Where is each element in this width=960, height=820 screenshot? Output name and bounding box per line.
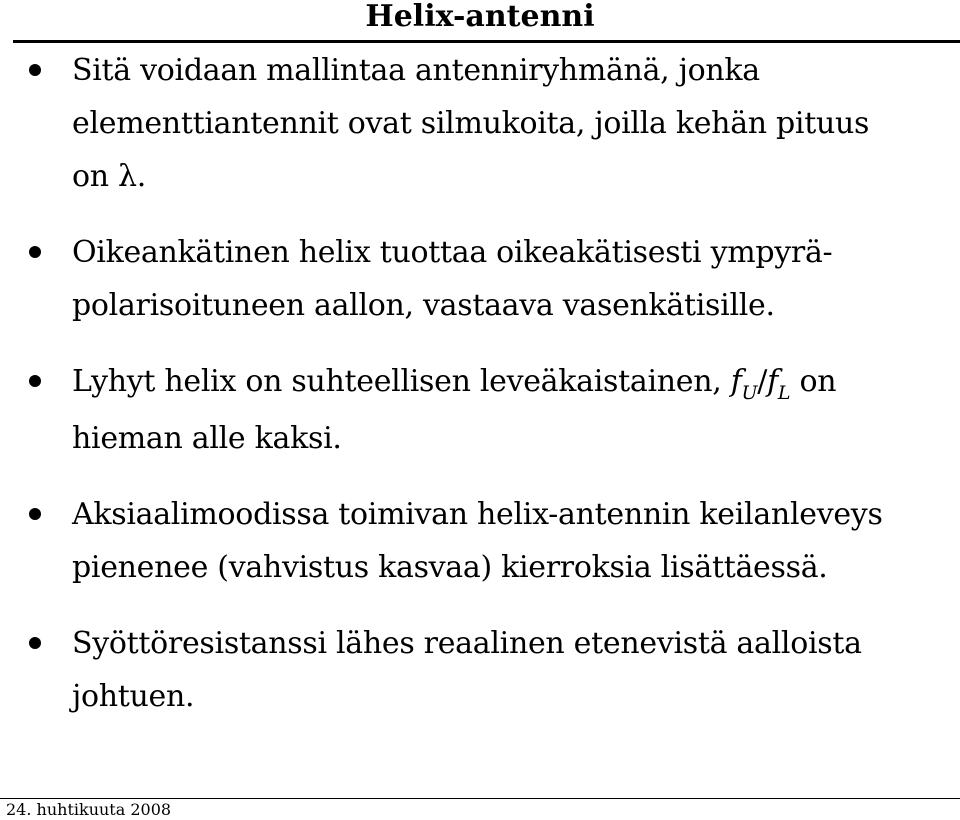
- subscript-l: L: [777, 382, 791, 404]
- bullet-line: on λ.: [72, 159, 146, 194]
- bullet-line: Oikeankätinen helix tuottaa oikeakätisesti ympyrä-: [72, 235, 833, 270]
- bullet-line: Sitä voidaan mallintaa antenniryhmänä, jonka: [72, 53, 760, 88]
- bullet-item-4: [0, 488, 960, 594]
- bullet-item-1: [0, 44, 960, 203]
- bullet-line: hieman alle kaksi.: [72, 421, 342, 456]
- bullet-text: Lyhyt helix on suhteellisen leveäkaistainen,: [72, 364, 731, 399]
- bullet-text: on: [790, 364, 837, 399]
- footer-date: 24. huhtikuuta 2008: [6, 800, 172, 819]
- bullet-dot: [29, 637, 41, 649]
- subscript-u: U: [741, 382, 758, 404]
- slide-title: Helix-antenni: [365, 0, 595, 34]
- bullet-line: pienenee (vahvistus kasvaa) kierroksia lisättäessä.: [72, 550, 828, 585]
- bullet-line: Aksiaalimoodissa toimivan helix-antennin keilanleveys: [72, 497, 883, 532]
- bullet-dot: [29, 246, 41, 258]
- title-rule: [13, 40, 960, 43]
- bullet-dot: [29, 375, 41, 387]
- bullet-dot: [29, 64, 41, 76]
- bullet-dot: [29, 508, 41, 520]
- bullet-line: polarisoituneen aallon, vastaava vasenkätisille.: [72, 288, 775, 323]
- bullet-list: [0, 44, 960, 746]
- bullet-line-with-formula: [72, 355, 956, 412]
- bullet-line: elementtiantennit ovat silmukoita, joilla kehän pituus: [72, 106, 870, 141]
- frequency-symbol-upper: f: [730, 364, 742, 399]
- ratio-slash: /: [757, 364, 768, 399]
- bullet-item-2: [0, 226, 960, 332]
- bullet-item-3: [0, 355, 960, 465]
- footer-rule: [0, 798, 960, 799]
- bullet-line: Syöttöresistanssi lähes reaalinen etenevistä aalloista: [72, 626, 862, 661]
- bullet-line: johtuen.: [72, 679, 195, 714]
- bullet-item-5: [0, 617, 960, 723]
- frequency-symbol-lower: f: [767, 364, 778, 399]
